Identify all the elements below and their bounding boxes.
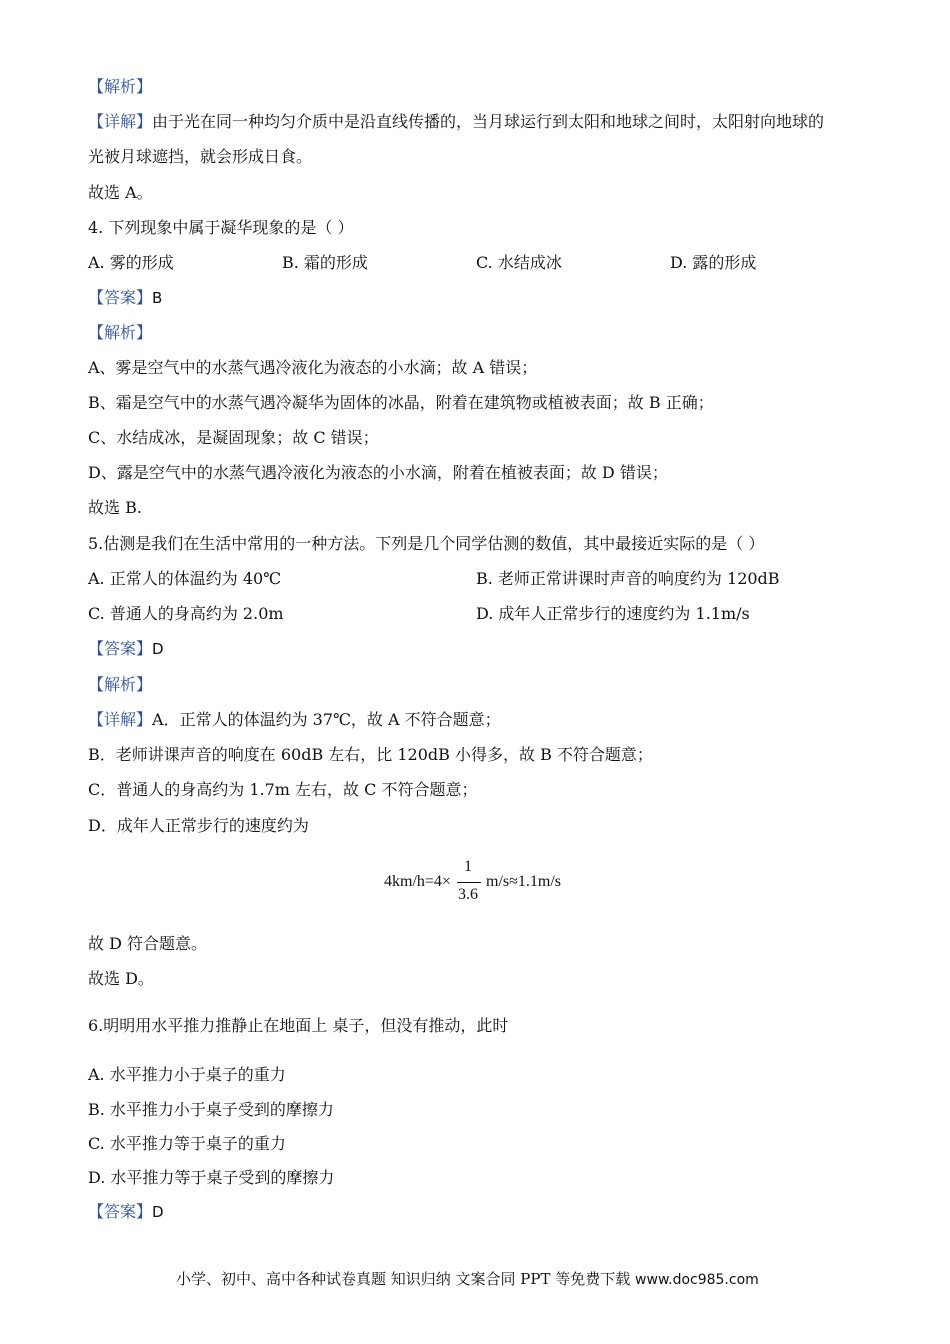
- q5-option-d: D. 成年人正常步行的速度约为 1.1m/s: [476, 604, 750, 623]
- q4-answer: [88, 287, 162, 309]
- formula-numerator: 1: [464, 858, 472, 875]
- q4-analysis-b: B、霜是空气中的水蒸气遇冷凝华为固体的冰晶，附着在建筑物或植被表面；故 B 正确；: [88, 393, 714, 412]
- detail-text: 由于光在同一种均匀介质中是沿直线传播的，当月球运行到太阳和地球之间时，太阳射向地球的: [152, 112, 825, 131]
- q5-option-c: C. 普通人的身高约为 2.0m: [88, 604, 284, 623]
- q5-analysis-d: D．成年人正常步行的速度约为: [88, 816, 309, 835]
- analysis-tag: 【解析】: [88, 675, 153, 694]
- answer-tag: 【答案】: [88, 1202, 153, 1221]
- q5-option-b: B. 老师正常讲课时声音的响度约为 120dB: [476, 569, 780, 588]
- q4-option-b: B. 霜的形成: [282, 253, 368, 272]
- q4-option-a: A. 雾的形成: [88, 253, 174, 272]
- q6-option-d: D. 水平推力等于桌子受到的摩擦力: [88, 1168, 335, 1187]
- answer-value: B: [152, 289, 163, 307]
- footer-text: 小学、初中、高中各种试卷真题 知识归纳 文案合同 PPT 等免费下载: [176, 1270, 631, 1288]
- formula-left: 4km/h=4×: [384, 873, 451, 890]
- formula-denominator: 3.6: [458, 886, 478, 903]
- detail-tag: 【详解】: [88, 710, 153, 729]
- q4-option-d: D. 露的形成: [670, 253, 757, 272]
- q6-option-b: B. 水平推力小于桌子受到的摩擦力: [88, 1100, 334, 1119]
- q5-option-a: A. 正常人的体温约为 40℃: [88, 569, 282, 588]
- detail-paragraph: [88, 111, 824, 133]
- q5-answer: [88, 638, 164, 660]
- q6-answer: [88, 1201, 164, 1223]
- analysis-tag: 【解析】: [88, 323, 153, 342]
- answer-tag: 【答案】: [88, 639, 153, 658]
- page-footer: [176, 1268, 759, 1291]
- q5-analysis-b: B．老师讲课声音的响度在 60dB 左右，比 120dB 小得多，故 B 不符合题意；: [88, 745, 653, 764]
- question-4: 4. 下列现象中属于凝华现象的是（ ）: [88, 218, 354, 237]
- q6-option-c: C. 水平推力等于桌子的重力: [88, 1134, 286, 1153]
- q4-analysis-a: A、雾是空气中的水蒸气遇冷液化为液态的小水滴；故 A 错误；: [88, 358, 538, 377]
- q5-analysis-c: C．普通人的身高约为 1.7m 左右，故 C 不符合题意；: [88, 780, 478, 799]
- question-5: 5.估测是我们在生活中常用的一种方法。下列是几个同学估测的数值，其中最接近实际的是（ ）: [88, 534, 765, 553]
- detail-text-continued: 光被月球遮挡，就会形成日食。: [88, 147, 313, 166]
- answer-value: D: [152, 1203, 164, 1221]
- q6-option-a: A. 水平推力小于桌子的重力: [88, 1065, 286, 1084]
- detail-tag: 【详解】: [88, 112, 153, 131]
- q5-analysis-tail: 故 D 符合题意。: [88, 934, 208, 953]
- question-6: 6.明明用水平推力推静止在地面上 桌子，但没有推动，此时: [88, 1016, 509, 1035]
- formula-right: m/s≈1.1m/s: [486, 873, 562, 890]
- answer-value: D: [152, 640, 164, 658]
- answer-tag: 【答案】: [88, 288, 153, 307]
- analysis-tag: 【解析】: [88, 77, 153, 96]
- q4-analysis-c: C、水结成冰，是凝固现象；故 C 错误；: [88, 428, 379, 447]
- detail-text: A．正常人的体温约为 37℃，故 A 不符合题意；: [152, 710, 501, 729]
- conclusion: 故选 A。: [88, 183, 153, 202]
- footer-url[interactable]: www.doc985.com: [635, 1272, 759, 1288]
- conclusion: 故选 D。: [88, 969, 154, 988]
- fraction-bar: [457, 882, 481, 883]
- q4-analysis-d: D、露是空气中的水蒸气遇冷液化为液态的小水滴，附着在植被表面；故 D 错误；: [88, 463, 668, 482]
- conclusion: 故选 B.: [88, 498, 142, 517]
- q5-analysis-a: [88, 709, 501, 731]
- q4-option-c: C. 水结成冰: [476, 253, 562, 272]
